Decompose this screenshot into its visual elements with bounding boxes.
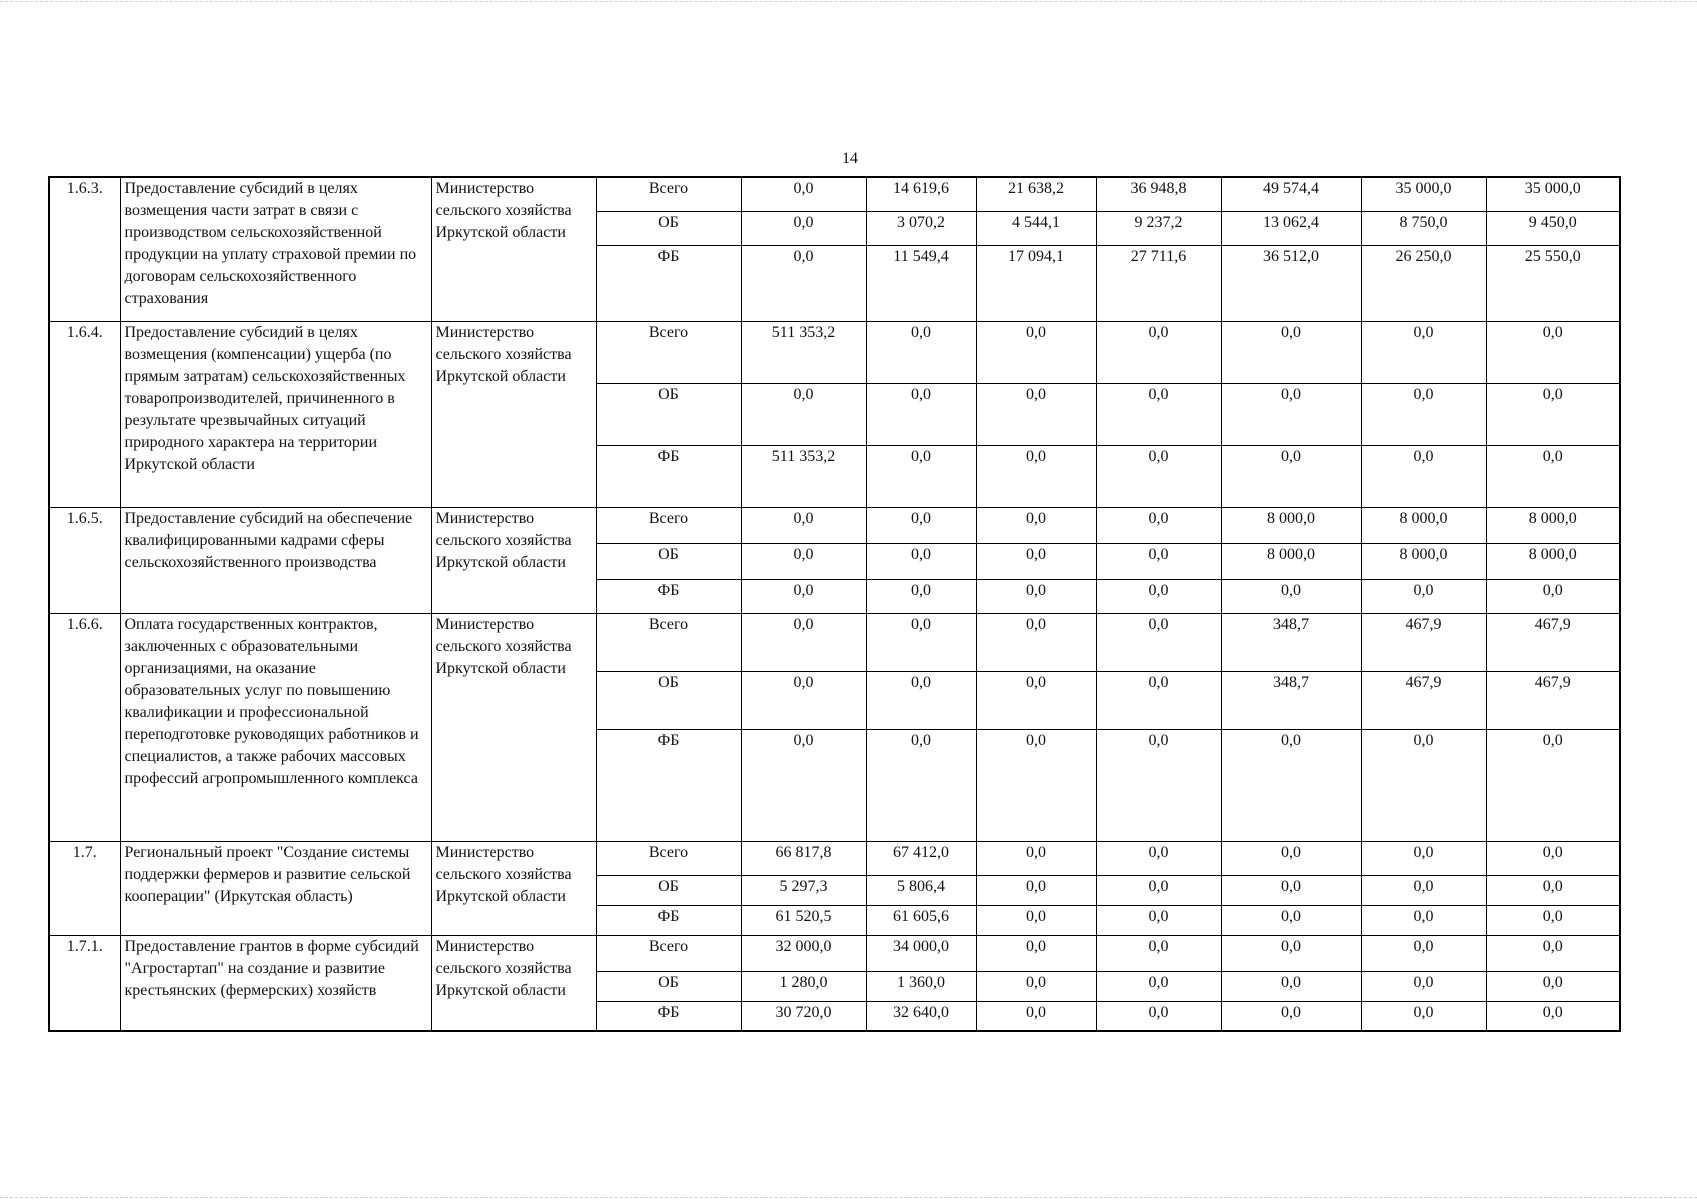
amount-cell: 17 094,1 xyxy=(976,245,1096,321)
amount-cell: 0,0 xyxy=(1221,579,1361,613)
amount-cell: 0,0 xyxy=(976,507,1096,543)
amount-cell: 0,0 xyxy=(1096,507,1221,543)
amount-cell: 0,0 xyxy=(1096,671,1221,729)
amount-cell: 0,0 xyxy=(1096,841,1221,875)
row-code: 1.6.6. xyxy=(49,613,120,841)
table-row xyxy=(49,841,1620,875)
row-activity-name: Предоставление субсидий на обеспечение квалифицированными кадрами сферы сельскохозяйственного производства xyxy=(120,507,431,613)
amount-cell: 0,0 xyxy=(976,543,1096,579)
funding-source-total: Всего xyxy=(596,935,741,971)
funding-source-fb: ФБ xyxy=(596,729,741,841)
amount-cell: 61 605,6 xyxy=(866,905,976,935)
amount-cell: 8 000,0 xyxy=(1361,543,1486,579)
amount-cell: 4 544,1 xyxy=(976,211,1096,245)
row-code: 1.6.3. xyxy=(49,177,120,321)
amount-cell: 14 619,6 xyxy=(866,177,976,211)
amount-cell: 8 000,0 xyxy=(1221,543,1361,579)
row-code: 1.6.5. xyxy=(49,507,120,613)
page-number: 14 xyxy=(842,150,858,167)
amount-cell: 35 000,0 xyxy=(1486,177,1620,211)
amount-cell: 0,0 xyxy=(976,321,1096,383)
amount-cell: 0,0 xyxy=(866,671,976,729)
amount-cell: 0,0 xyxy=(1486,905,1620,935)
amount-cell: 0,0 xyxy=(1221,875,1361,905)
amount-cell: 0,0 xyxy=(741,507,866,543)
amount-cell: 0,0 xyxy=(1221,383,1361,445)
row-code: 1.7. xyxy=(49,841,120,935)
funding-source-ob: ОБ xyxy=(596,875,741,905)
amount-cell: 0,0 xyxy=(976,579,1096,613)
amount-cell: 0,0 xyxy=(866,729,976,841)
table-row xyxy=(49,321,1620,383)
amount-cell: 0,0 xyxy=(1096,445,1221,507)
amount-cell: 0,0 xyxy=(1361,971,1486,1001)
amount-cell: 5 297,3 xyxy=(741,875,866,905)
amount-cell: 0,0 xyxy=(1096,905,1221,935)
amount-cell: 0,0 xyxy=(1486,971,1620,1001)
amount-cell: 67 412,0 xyxy=(866,841,976,875)
amount-cell: 36 512,0 xyxy=(1221,245,1361,321)
amount-cell: 0,0 xyxy=(1361,445,1486,507)
amount-cell: 8 000,0 xyxy=(1361,507,1486,543)
amount-cell: 8 000,0 xyxy=(1486,507,1620,543)
amount-cell: 0,0 xyxy=(1486,445,1620,507)
row-executor: Министерство сельского хозяйства Иркутской области xyxy=(431,841,596,935)
amount-cell: 0,0 xyxy=(1486,321,1620,383)
amount-cell: 0,0 xyxy=(1221,841,1361,875)
amount-cell: 1 280,0 xyxy=(741,971,866,1001)
amount-cell: 0,0 xyxy=(976,383,1096,445)
amount-cell: 0,0 xyxy=(1486,1001,1620,1031)
amount-cell: 0,0 xyxy=(1096,935,1221,971)
funding-source-total: Всего xyxy=(596,177,741,211)
amount-cell: 0,0 xyxy=(1486,579,1620,613)
amount-cell: 0,0 xyxy=(1096,613,1221,671)
amount-cell: 0,0 xyxy=(1486,383,1620,445)
amount-cell: 0,0 xyxy=(866,507,976,543)
row-code: 1.7.1. xyxy=(49,935,120,1031)
amount-cell: 0,0 xyxy=(1361,905,1486,935)
amount-cell: 0,0 xyxy=(1096,729,1221,841)
amount-cell: 5 806,4 xyxy=(866,875,976,905)
row-executor: Министерство сельского хозяйства Иркутской области xyxy=(431,613,596,841)
amount-cell: 0,0 xyxy=(1221,935,1361,971)
table-row xyxy=(49,507,1620,543)
row-executor: Министерство сельского хозяйства Иркутской области xyxy=(431,935,596,1031)
funding-source-total: Всего xyxy=(596,321,741,383)
amount-cell: 0,0 xyxy=(1096,971,1221,1001)
amount-cell: 8 000,0 xyxy=(1486,543,1620,579)
funding-source-total: Всего xyxy=(596,613,741,671)
amount-cell: 0,0 xyxy=(1096,875,1221,905)
table-row xyxy=(49,935,1620,971)
amount-cell: 3 070,2 xyxy=(866,211,976,245)
amount-cell: 36 948,8 xyxy=(1096,177,1221,211)
amount-cell: 0,0 xyxy=(1221,729,1361,841)
amount-cell: 32 640,0 xyxy=(866,1001,976,1031)
amount-cell: 0,0 xyxy=(866,579,976,613)
amount-cell: 61 520,5 xyxy=(741,905,866,935)
table-row xyxy=(49,177,1620,211)
amount-cell: 9 237,2 xyxy=(1096,211,1221,245)
funding-source-fb: ФБ xyxy=(596,905,741,935)
amount-cell: 0,0 xyxy=(1096,321,1221,383)
amount-cell: 0,0 xyxy=(976,935,1096,971)
amount-cell: 0,0 xyxy=(741,613,866,671)
amount-cell: 0,0 xyxy=(976,1001,1096,1031)
funding-source-ob: ОБ xyxy=(596,211,741,245)
amount-cell: 467,9 xyxy=(1486,671,1620,729)
amount-cell: 0,0 xyxy=(741,671,866,729)
budget-table xyxy=(48,176,1621,1032)
amount-cell: 0,0 xyxy=(1486,729,1620,841)
amount-cell: 0,0 xyxy=(866,383,976,445)
amount-cell: 9 450,0 xyxy=(1486,211,1620,245)
amount-cell: 0,0 xyxy=(1361,1001,1486,1031)
amount-cell: 467,9 xyxy=(1486,613,1620,671)
amount-cell: 27 711,6 xyxy=(1096,245,1221,321)
funding-source-fb: ФБ xyxy=(596,1001,741,1031)
row-activity-name: Региональный проект "Создание системы поддержки фермеров и развитие сельской кооперации" (Иркутская область) xyxy=(120,841,431,935)
amount-cell: 0,0 xyxy=(1361,729,1486,841)
row-executor: Министерство сельского хозяйства Иркутской области xyxy=(431,177,596,321)
amount-cell: 0,0 xyxy=(1486,875,1620,905)
amount-cell: 0,0 xyxy=(741,543,866,579)
amount-cell: 0,0 xyxy=(741,211,866,245)
amount-cell: 511 353,2 xyxy=(741,445,866,507)
amount-cell: 0,0 xyxy=(1096,543,1221,579)
amount-cell: 0,0 xyxy=(976,841,1096,875)
amount-cell: 0,0 xyxy=(976,875,1096,905)
amount-cell: 0,0 xyxy=(741,579,866,613)
amount-cell: 0,0 xyxy=(741,729,866,841)
amount-cell: 21 638,2 xyxy=(976,177,1096,211)
amount-cell: 0,0 xyxy=(741,383,866,445)
amount-cell: 0,0 xyxy=(976,613,1096,671)
amount-cell: 0,0 xyxy=(1486,935,1620,971)
amount-cell: 49 574,4 xyxy=(1221,177,1361,211)
row-activity-name: Оплата государственных контрактов, заключенных с образовательными организациями, на оказание образовательных услуг по повышению квалификации и профессиональной переподготовке руководящих работников и специалистов, а также рабочих массовых профессий агропромышленного комплекса xyxy=(120,613,431,841)
amount-cell: 0,0 xyxy=(741,245,866,321)
amount-cell: 0,0 xyxy=(976,445,1096,507)
amount-cell: 0,0 xyxy=(1221,1001,1361,1031)
amount-cell: 0,0 xyxy=(866,613,976,671)
top-scan-border xyxy=(0,1,1697,2)
amount-cell: 0,0 xyxy=(976,905,1096,935)
amount-cell: 0,0 xyxy=(1096,1001,1221,1031)
amount-cell: 8 750,0 xyxy=(1361,211,1486,245)
amount-cell: 0,0 xyxy=(1361,841,1486,875)
amount-cell: 0,0 xyxy=(1096,383,1221,445)
amount-cell: 11 549,4 xyxy=(866,245,976,321)
amount-cell: 34 000,0 xyxy=(866,935,976,971)
amount-cell: 0,0 xyxy=(1096,579,1221,613)
amount-cell: 0,0 xyxy=(1361,875,1486,905)
amount-cell: 0,0 xyxy=(1361,321,1486,383)
table-body xyxy=(49,177,1620,1031)
row-code: 1.6.4. xyxy=(49,321,120,507)
amount-cell: 0,0 xyxy=(1221,905,1361,935)
amount-cell: 0,0 xyxy=(1361,383,1486,445)
amount-cell: 1 360,0 xyxy=(866,971,976,1001)
amount-cell: 0,0 xyxy=(1221,971,1361,1001)
amount-cell: 348,7 xyxy=(1221,671,1361,729)
row-activity-name: Предоставление грантов в форме субсидий "Агростартап" на создание и развитие крестьянских (фермерских) хозяйств xyxy=(120,935,431,1031)
funding-source-total: Всего xyxy=(596,841,741,875)
amount-cell: 0,0 xyxy=(1221,321,1361,383)
row-executor: Министерство сельского хозяйства Иркутской области xyxy=(431,321,596,507)
amount-cell: 13 062,4 xyxy=(1221,211,1361,245)
amount-cell: 511 353,2 xyxy=(741,321,866,383)
table-row xyxy=(49,613,1620,671)
amount-cell: 348,7 xyxy=(1221,613,1361,671)
row-executor: Министерство сельского хозяйства Иркутской области xyxy=(431,507,596,613)
funding-source-total: Всего xyxy=(596,507,741,543)
funding-source-ob: ОБ xyxy=(596,543,741,579)
funding-source-ob: ОБ xyxy=(596,671,741,729)
amount-cell: 35 000,0 xyxy=(1361,177,1486,211)
amount-cell: 26 250,0 xyxy=(1361,245,1486,321)
amount-cell: 0,0 xyxy=(741,177,866,211)
amount-cell: 0,0 xyxy=(1486,841,1620,875)
amount-cell: 0,0 xyxy=(866,543,976,579)
amount-cell: 0,0 xyxy=(976,671,1096,729)
amount-cell: 0,0 xyxy=(866,445,976,507)
row-activity-name: Предоставление субсидий в целях возмещения (компенсации) ущерба (по прямым затратам) сельскохозяйственных товаропроизводителей, причиненного в результате чрезвычайных ситуаций природного характера на территории Иркутской области xyxy=(120,321,431,507)
amount-cell: 467,9 xyxy=(1361,671,1486,729)
amount-cell: 467,9 xyxy=(1361,613,1486,671)
amount-cell: 0,0 xyxy=(1361,935,1486,971)
bottom-scan-border xyxy=(0,1197,1697,1198)
funding-source-ob: ОБ xyxy=(596,971,741,1001)
amount-cell: 25 550,0 xyxy=(1486,245,1620,321)
amount-cell: 32 000,0 xyxy=(741,935,866,971)
amount-cell: 8 000,0 xyxy=(1221,507,1361,543)
amount-cell: 0,0 xyxy=(976,729,1096,841)
amount-cell: 0,0 xyxy=(1361,579,1486,613)
funding-source-fb: ФБ xyxy=(596,445,741,507)
row-activity-name: Предоставление субсидий в целях возмещения части затрат в связи с производством сельскохозяйственной продукции на уплату страховой премии по договорам сельскохозяйственного страхования xyxy=(120,177,431,321)
amount-cell: 30 720,0 xyxy=(741,1001,866,1031)
amount-cell: 0,0 xyxy=(1221,445,1361,507)
amount-cell: 0,0 xyxy=(866,321,976,383)
amount-cell: 66 817,8 xyxy=(741,841,866,875)
funding-source-fb: ФБ xyxy=(596,245,741,321)
funding-source-ob: ОБ xyxy=(596,383,741,445)
amount-cell: 0,0 xyxy=(976,971,1096,1001)
funding-source-fb: ФБ xyxy=(596,579,741,613)
